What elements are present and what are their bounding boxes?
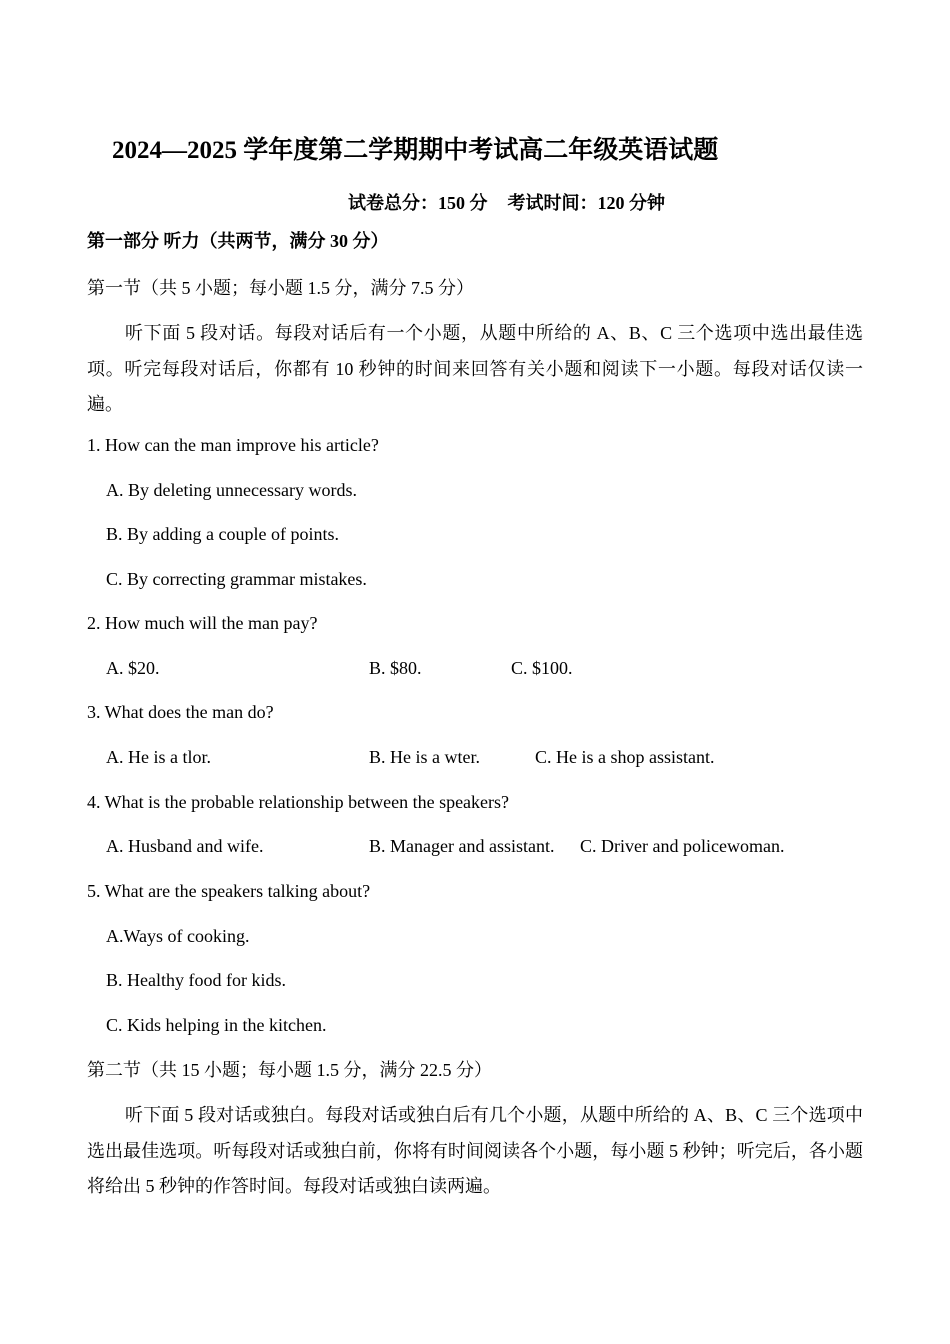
section2-heading: 第二节（共 15 小题；每小题 1.5 分，满分 22.5 分） [87,1060,492,1080]
question-1-stem: 1. How can the man improve his article? [87,435,379,455]
question-1-option-a: A. By deleting unnecessary words. [106,480,357,500]
section2-instructions: 听下面 5 段对话或独白。每段对话或独白后有几个小题，从题中所给的 A、B、C 三个选项中选出最佳选项。听每段对话或独白前，你将有时间阅读各个小题，每小题 5 秒钟；听完后，各小题将给出 5 秒钟的作答时间。每段对话或独白读两遍。 [87,1105,863,1196]
question-4-option-c: C. Driver and policewoman. [580,836,785,856]
total-score: 试卷总分：150 分 [348,193,488,213]
question-2-options [0,657,950,679]
question-5-stem: 5. What are the speakers talking about? [87,881,371,901]
question-4-stem: 4. What is the probable relationship between the speakers? [87,792,510,812]
question-2-option-a: A. $20. [106,658,160,678]
question-1-option-b: B. By adding a couple of points. [106,524,339,544]
question-2-stem: 2. How much will the man pay? [87,613,318,633]
question-3-option-c: C. He is a shop assistant. [535,747,715,767]
question-5-option-a: A.Ways of cooking. [106,926,250,946]
question-3-stem: 3. What does the man do? [87,702,274,722]
question-4-options [0,835,950,857]
question-5-option-c: C. Kids helping in the kitchen. [106,1015,327,1035]
question-2-option-b: B. $80. [369,658,422,678]
section1-instructions: 听下面 5 段对话。每段对话后有一个小题，从题中所给的 A、B、C 三个选项中选出最佳选项。听完每段对话后，你都有 10 秒钟的时间来回答有关小题和阅读下一小题。每段对话仅读一遍。 [87,323,863,414]
exam-title: 2024—2025 学年度第二学期期中考试高二年级英语试题 [112,137,719,164]
part1-heading: 第一部分 听力（共两节，满分 30 分） [87,231,389,251]
question-1-option-c: C. By correcting grammar mistakes. [106,569,367,589]
exam-info [348,192,665,214]
question-3-option-b: B. He is a wter. [369,747,480,767]
question-4-option-b: B. Manager and assistant. [369,836,555,856]
exam-time: 考试时间：120 分钟 [507,193,665,213]
question-2-option-c: C. $100. [511,658,573,678]
question-5-option-b: B. Healthy food for kids. [106,970,286,990]
question-3-options [0,746,950,768]
question-3-option-a: A. He is a tlor. [106,747,211,767]
section1-heading: 第一节（共 5 小题；每小题 1.5 分，满分 7.5 分） [87,278,474,298]
question-4-option-a: A. Husband and wife. [106,836,264,856]
